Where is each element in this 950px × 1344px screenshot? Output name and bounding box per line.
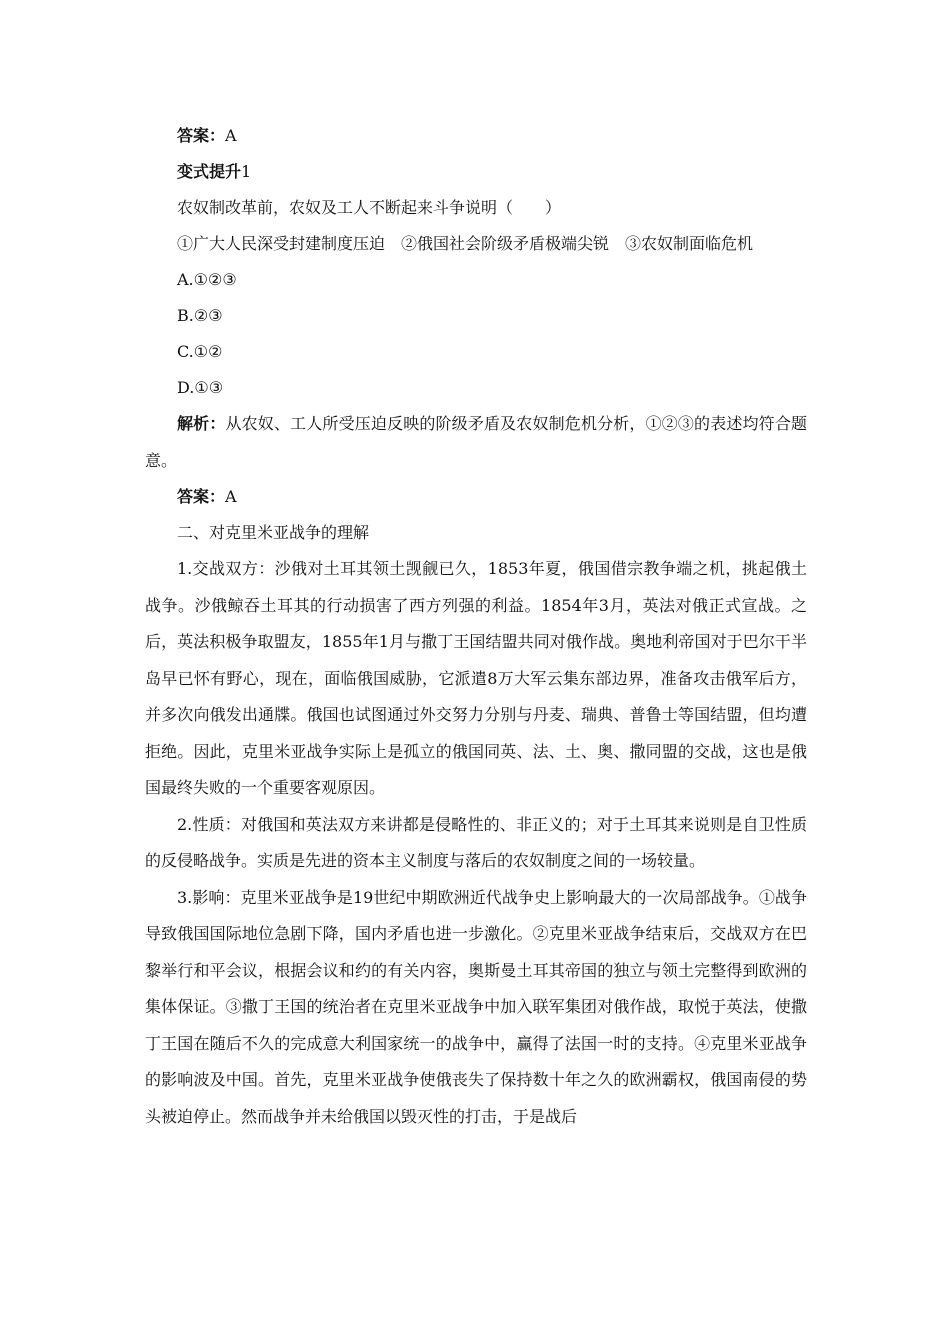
option-c: C.①② [177,342,223,361]
answer-label: 答案： [177,126,226,145]
variant-heading [145,154,807,190]
analysis-paragraph [145,406,807,479]
analysis-text: 从农奴、工人所受压迫反映的阶级矛盾及农奴制危机分析，①②③的表述均符合题意。 [145,414,807,470]
answer-line-1 [145,118,807,154]
document-body [145,118,807,1135]
variant-label: 变式提升 [177,162,242,181]
paragraph-belligerents: 1.交战双方：沙俄对土耳其领土觊觎已久，1853年夏，俄国借宗教争端之机，挑起俄土战争。沙俄鲸吞土耳其的行动损害了西方列强的利益。1854年3月，英法对俄正式宣战。之后，英法积极争取盟友，1855年1月与撒丁王国结盟共同对俄作战。奥地利帝国对于巴尔干半岛早已怀有野心，现在，面临俄国威胁，它派遣8万大军云集东部边界，准备攻击俄军后方，并多次向俄发出通牒。俄国也试图通过外交努力分别与丹麦、瑞典、普鲁士等国结盟，但均遭拒绝。因此，克里米亚战争实际上是孤立的俄国同英、法、土、奥、撒同盟的交战，这也是俄国最终失败的一个重要客观原因。 [145,559,807,797]
section-heading: 二、对克里米亚战争的理解 [177,523,370,542]
variant-number: 1 [241,162,252,181]
analysis-label: 解析： [177,414,226,433]
answer-value: A [225,487,237,506]
question-statements: ①广大人民深受封建制度压迫 ②俄国社会阶级矛盾极端尖锐 ③农奴制面临危机 [177,234,754,253]
paragraph-nature: 2.性质：对俄国和英法双方来讲都是侵略性的、非正义的；对于土耳其来说则是自卫性质的反侵略战争。实质是先进的资本主义制度与落后的农奴制度之间的一场较量。 [145,814,807,870]
option-d: D.①③ [177,378,224,397]
answer-label: 答案： [177,487,226,506]
answer-value: A [225,126,237,145]
option-a: A.①②③ [177,270,237,289]
option-b: B.②③ [177,306,223,325]
question-stem: 农奴制改革前，农奴及工人不断起来斗争说明（ ） [177,198,562,217]
paragraph-impact: 3.影响：克里米亚战争是19世纪中期欧洲近代战争史上影响最大的一次局部战争。①战争导致俄国国际地位急剧下降，国内矛盾也进一步激化。②克里米亚战争结束后，交战双方在巴黎举行和平会议，根据会议和约的有关内容，奥斯曼土耳其帝国的独立与领土完整得到欧洲的集体保证。③撒丁王国的统治者在克里米亚战争中加入联军集团对俄作战，取悦于英法，使撒丁王国在随后不久的完成意大利国家统一的战争中，赢得了法国一时的支持。④克里米亚战争的影响波及中国。首先，克里米亚战争使俄丧失了保持数十年之久的欧洲霸权，俄国南侵的势头被迫停止。然而战争并未给俄国以毁灭性的打击，于是战后 [145,887,807,1126]
answer-line-2 [145,479,807,515]
